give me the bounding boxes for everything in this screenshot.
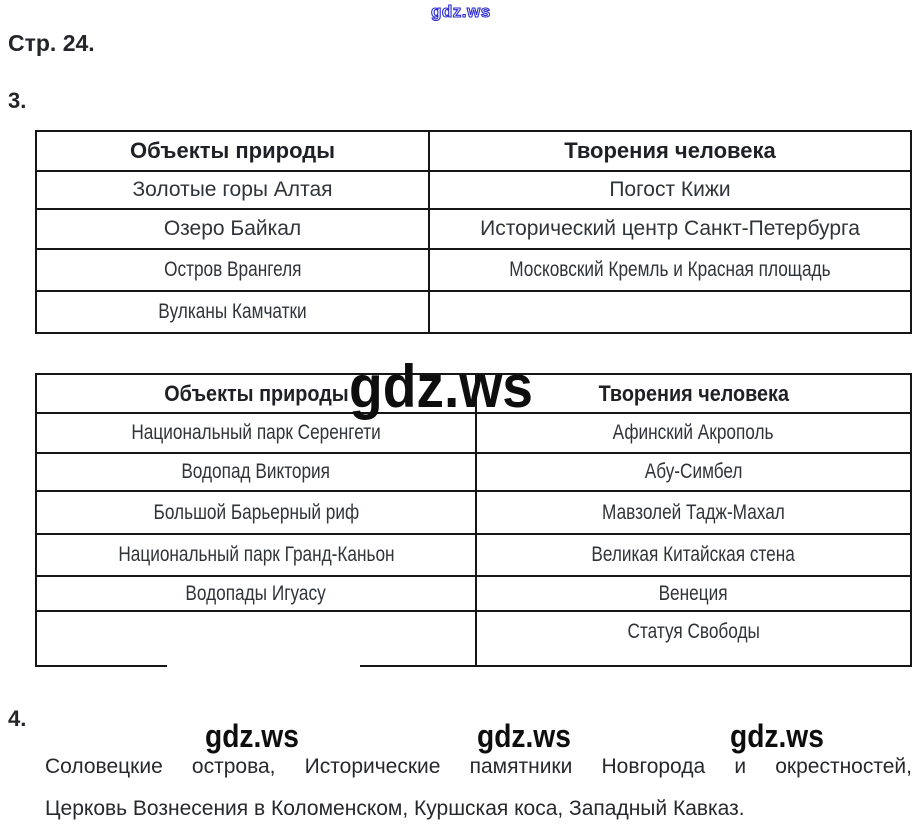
table-cell [37,577,477,610]
table-cell [477,612,910,665]
watermark-bottom-2: gdz.ws [477,718,571,754]
table-row [37,612,910,665]
table-natural-vs-manmade-russia [35,130,912,334]
column-header [37,132,430,170]
column-header [430,132,910,170]
header-text: Творения человека [564,138,776,163]
cell-text: Мавзолей Тадж-Махал [602,500,785,524]
question-4-label: 4. [8,706,27,731]
cell-text: Великая Китайская стена [591,543,796,566]
table-row [37,492,910,535]
cell-text: Афинский Акрополь [613,421,774,444]
table2-broken-bottom-border [35,665,912,667]
cell-text: Озеро Байкал [163,217,302,240]
table-cell [37,612,477,665]
cell-text: Золотые горы Алтая [132,178,333,201]
answer-line-1: Соловецкие острова, Исторические памятники Новгорода и окрестностей, [45,755,912,778]
table-cell [37,172,430,208]
cell-text: Большой Барьерный риф [153,500,359,524]
table-row [37,250,910,292]
table-cell [430,210,910,248]
table-cell [37,292,430,332]
table-row [37,292,910,332]
table-row [37,172,910,210]
table-cell [37,454,477,490]
table-header-row [37,132,910,172]
cell-text: Венеция [659,581,728,605]
cell-text: Московский Кремль и Красная площадь [509,258,831,281]
answer-line-2: Церковь Вознесения в Коломенском, Куршская коса, Западный Кавказ. [45,797,745,820]
table-cell [37,535,477,575]
question-4-answer [45,746,912,826]
table-cell [477,454,910,490]
question-3-label: 3. [8,88,27,113]
watermark-big: gdz.ws [349,353,534,420]
table-row [37,535,910,577]
header-text: Объекты природы [130,138,335,163]
cell-text: Статуя Свободы [627,620,760,643]
table-cell [477,414,910,452]
table-cell [477,535,910,575]
cell-text: Остров Врангеля [163,258,302,281]
cell-text: Водопад Виктория [181,460,331,483]
table-row [37,454,910,492]
table-cell [37,210,430,248]
cell-text: Абу-Симбел [644,460,743,483]
watermark-bottom-3: gdz.ws [730,718,824,754]
column-header [477,375,910,412]
cell-text: Вулканы Камчатки [158,300,307,323]
header-text: Творения человека [598,380,789,406]
cell-text: Национальный парк Гранд-Каньон [117,543,395,566]
table-cell [477,492,910,533]
table-cell [37,492,477,533]
table-cell [477,577,910,610]
cell-text: Погост Кижи [609,178,731,201]
table-cell [430,250,910,290]
table-cell [430,292,910,332]
table-cell [37,250,430,290]
cell-text: Национальный парк Серенгети [131,421,381,444]
table-row [37,577,910,612]
cell-text: Водопады Игуасу [185,581,327,605]
header-text: Объекты природы [163,380,349,406]
watermark-bottom-1: gdz.ws [205,718,299,754]
table-row [37,210,910,250]
cell-text: Исторический центр Санкт-Петербурга [480,217,860,240]
table-cell [430,172,910,208]
page-title: Стр. 24. [8,30,95,56]
watermark-top: gdz.ws [431,2,491,21]
